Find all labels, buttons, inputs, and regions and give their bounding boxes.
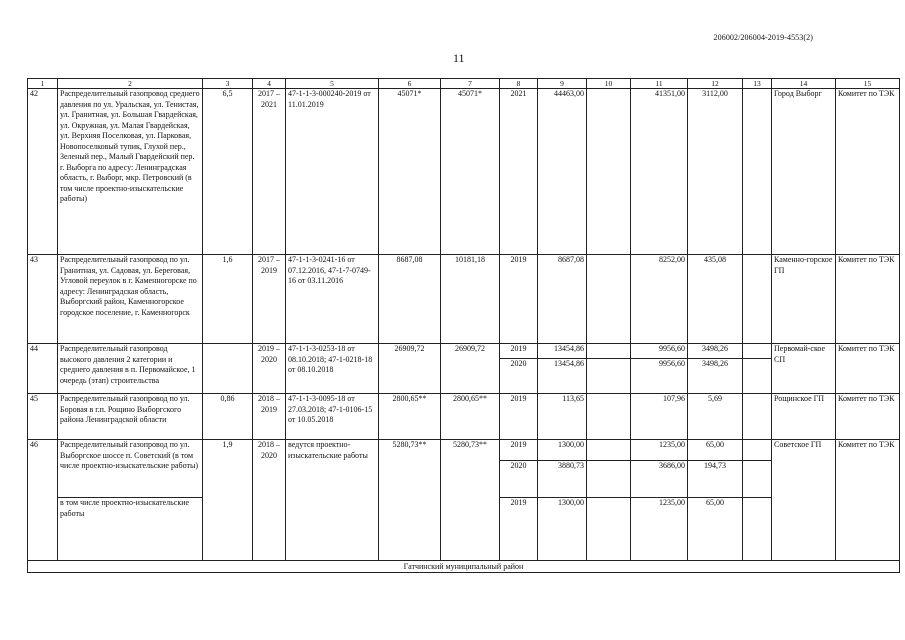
year: 2019 — [500, 394, 538, 440]
empty-cell — [587, 255, 631, 344]
col-header: 12 — [688, 79, 743, 89]
estimated-cost: 5280,73** — [379, 440, 441, 561]
responsible: Комитет по ТЭК — [836, 89, 900, 255]
empty-cell — [587, 440, 631, 461]
municipality: Каменно-горское ГП — [772, 255, 836, 344]
length: 6,5 — [203, 89, 253, 255]
empty-cell — [743, 498, 772, 561]
amount-total: 113,65 — [538, 394, 587, 440]
col-header: 11 — [631, 79, 688, 89]
year: 2019 — [500, 344, 538, 359]
period: 2019 – 2020 — [253, 344, 286, 394]
empty-cell — [587, 498, 631, 561]
empty-cell — [587, 394, 631, 440]
responsible: Комитет по ТЭК — [836, 394, 900, 440]
object-subtitle: в том числе проектно-изыскательские работы — [58, 498, 203, 561]
amount-total: 8687,08 — [538, 255, 587, 344]
total-cost: 5280,73** — [441, 440, 500, 561]
municipality: Рощинское ГП — [772, 394, 836, 440]
empty-cell — [587, 461, 631, 498]
table-row — [28, 394, 900, 440]
responsible: Комитет по ТЭК — [836, 255, 900, 344]
amount-local: 3498,26 — [688, 344, 743, 359]
expertise-ref: 47-1-1-3-000240-2019 от 11.01.2019 — [286, 89, 379, 255]
empty-cell — [743, 440, 772, 461]
responsible: Комитет по ТЭК — [836, 440, 900, 561]
empty-cell — [587, 89, 631, 255]
object-name: Распределительный газопровод по ул. Выборгское шоссе п. Советский (в том числе проектно-изыскательские работы) — [58, 440, 203, 498]
row-number: 46 — [28, 440, 58, 561]
amount-total: 44463,00 — [538, 89, 587, 255]
amount-local: 65,00 — [688, 440, 743, 461]
section-title: Гатчинский муниципальный район — [28, 561, 900, 573]
amount-regional: 3686,00 — [631, 461, 688, 498]
expertise-ref: ведутся проектно-изыскательские работы — [286, 440, 379, 561]
period: 2018 – 2019 — [253, 394, 286, 440]
total-cost: 26909,72 — [441, 344, 500, 394]
col-header: 1 — [28, 79, 58, 89]
col-header: 4 — [253, 79, 286, 89]
col-header: 13 — [743, 79, 772, 89]
col-header: 7 — [441, 79, 500, 89]
amount-local: 3498,26 — [688, 359, 743, 394]
estimated-cost: 26909,72 — [379, 344, 441, 394]
year: 2019 — [500, 255, 538, 344]
amount-regional: 1235,00 — [631, 440, 688, 461]
amount-regional: 1235,00 — [631, 498, 688, 561]
col-header: 3 — [203, 79, 253, 89]
amount-total: 1300,00 — [538, 498, 587, 561]
length: 1,6 — [203, 255, 253, 344]
row-number: 45 — [28, 394, 58, 440]
amount-total: 13454,86 — [538, 359, 587, 394]
amount-local: 65,00 — [688, 498, 743, 561]
period: 2017 – 2019 — [253, 255, 286, 344]
amount-regional: 9956,60 — [631, 359, 688, 394]
year: 2020 — [500, 461, 538, 498]
amount-local: 194,73 — [688, 461, 743, 498]
amount-local: 435,08 — [688, 255, 743, 344]
section-header-row — [28, 561, 900, 573]
empty-cell — [743, 255, 772, 344]
empty-cell — [743, 344, 772, 359]
expertise-ref: 47-1-1-3-0241-16 от 07.12.2016, 47-1-7-0749-16 от 03.11.2016 — [286, 255, 379, 344]
col-header: 2 — [58, 79, 203, 89]
col-header: 8 — [500, 79, 538, 89]
year: 2019 — [500, 440, 538, 461]
municipality: Советское ГП — [772, 440, 836, 561]
table-row — [28, 344, 900, 359]
estimated-cost: 8687,08 — [379, 255, 441, 344]
row-number: 42 — [28, 89, 58, 255]
municipality: Первомай-ское СП — [772, 344, 836, 394]
total-cost: 45071* — [441, 89, 500, 255]
estimated-cost: 2800,65** — [379, 394, 441, 440]
empty-cell — [587, 359, 631, 394]
column-number-row — [28, 79, 900, 89]
col-header: 15 — [836, 79, 900, 89]
amount-total: 13454,86 — [538, 344, 587, 359]
amount-regional: 41351,00 — [631, 89, 688, 255]
empty-cell — [743, 359, 772, 394]
amount-regional: 107,96 — [631, 394, 688, 440]
col-header: 6 — [379, 79, 441, 89]
amount-total: 1300,00 — [538, 440, 587, 461]
document-number: 206002/206004-2019-4553(2) — [713, 33, 813, 42]
total-cost: 2800,65** — [441, 394, 500, 440]
col-header: 10 — [587, 79, 631, 89]
col-header: 9 — [538, 79, 587, 89]
amount-total: 3880,73 — [538, 461, 587, 498]
empty-cell — [743, 394, 772, 440]
total-cost: 10181,18 — [441, 255, 500, 344]
table-row — [28, 89, 900, 255]
investment-table — [27, 78, 900, 573]
empty-cell — [587, 344, 631, 359]
year: 2021 — [500, 89, 538, 255]
amount-regional: 8252,00 — [631, 255, 688, 344]
object-name: Распределительный газопровод по ул. Боровая в г.п. Рощино Выборгского района Ленинградской области — [58, 394, 203, 440]
amount-local: 5,69 — [688, 394, 743, 440]
row-number: 43 — [28, 255, 58, 344]
amount-local: 3112,00 — [688, 89, 743, 255]
empty-cell — [743, 461, 772, 498]
page-number: 11 — [453, 51, 465, 65]
expertise-ref: 47-1-1-3-0253-18 от 08.10.2018; 47-1-0218-18 от 08.10.2018 — [286, 344, 379, 394]
length: 1,9 — [203, 440, 253, 561]
year: 2019 — [500, 498, 538, 561]
table-row — [28, 255, 900, 344]
period: 2018 – 2020 — [253, 440, 286, 561]
object-name: Распределительный газопровод среднего давления по ул. Уральская, ул. Тенистая, ул. Гранитная, ул. Большая Гвардейская, ул. Окружная, ул. Малая Гвардейская, ул. Верхняя Поселковая, ул. Парковая, Новопоселковый тупик, Глухой пер., Зеленый пер., Малый Гвардейский пер. г. Выборга по адресу: Ленинградская область, г. Выборг, мкр. Петровский (в том числе проектно-изыскательские работы) — [58, 89, 203, 255]
object-name: Распределительный газопровод высокого давления 2 категории и среднего давления в п. Первомайское, 1 очередь (этап) строительства — [58, 344, 203, 394]
col-header: 14 — [772, 79, 836, 89]
amount-regional: 9956,60 — [631, 344, 688, 359]
empty-cell — [743, 89, 772, 255]
table-row — [28, 440, 900, 461]
year: 2020 — [500, 359, 538, 394]
municipality: Город Выборг — [772, 89, 836, 255]
expertise-ref: 47-1-1-3-0095-18 от 27.03.2018; 47-1-0106-15 от 10.05.2018 — [286, 394, 379, 440]
row-number: 44 — [28, 344, 58, 394]
col-header: 5 — [286, 79, 379, 89]
period: 2017 – 2021 — [253, 89, 286, 255]
estimated-cost: 45071* — [379, 89, 441, 255]
responsible: Комитет по ТЭК — [836, 344, 900, 394]
empty-cell — [203, 344, 253, 394]
object-name: Распределительный газопровод по ул. Гранитная, ул. Садовая, ул. Береговая, Угловой переулок в г. Каменногорске по адресу: Ленинградская область, Выборгский район, Каменногорское городское поселение, г. Каменногорск — [58, 255, 203, 344]
length: 0,86 — [203, 394, 253, 440]
